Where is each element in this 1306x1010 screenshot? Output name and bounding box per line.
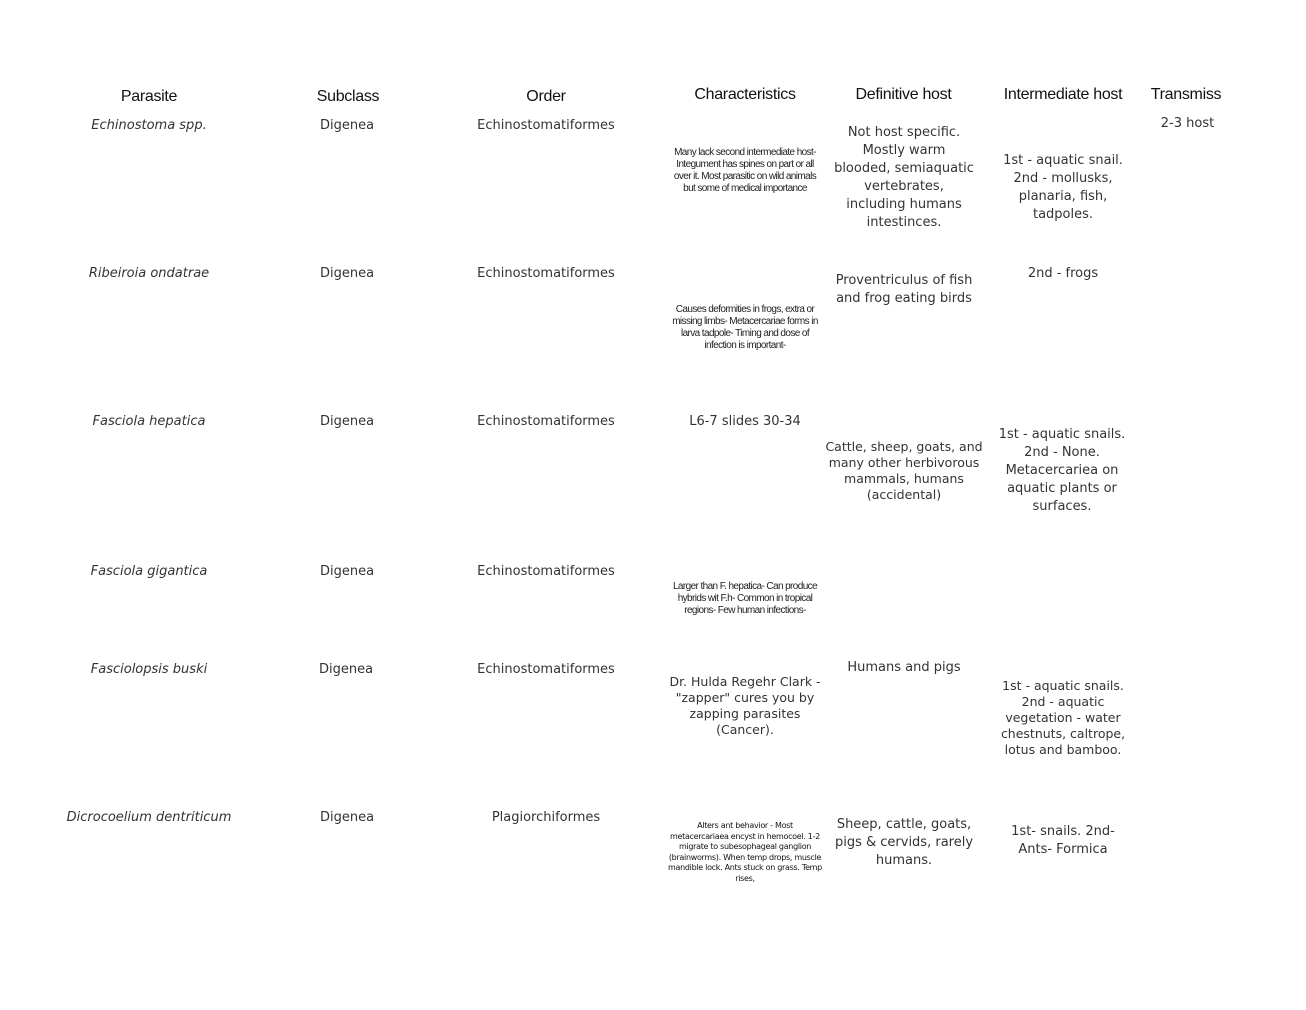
row2-definitive-host: Proventriculus of fish and frog eating birds — [835, 273, 973, 306]
row1-characteristics: Many lack second intermediate host- Integument has spines on part or all over it. Most parasitic on wild animals but some of medical importance — [673, 147, 817, 194]
row2-characteristics: Causes deformities in frogs, extra or missing limbs- Metacercariae forms in larva tadpole- Timing and dose of infection is important- — [672, 304, 818, 351]
row5-characteristics: Dr. Hulda Regehr Clark - "zapper" cures you by zapping parasites (Cancer). — [669, 674, 821, 737]
row2-intermediate-host: 2nd - frogs — [1027, 266, 1099, 281]
header-intermediate-host: Intermediate host — [1003, 86, 1123, 103]
row3-order: Echinostomatiformes — [477, 414, 615, 429]
row5-definitive-host: Humans and pigs — [847, 660, 961, 675]
row2-parasite: Ribeiroia ondatrae — [88, 266, 210, 281]
row4-subclass: Digenea — [319, 564, 375, 579]
row6-definitive-host: Sheep, cattle, goats, pigs & cervids, rarely humans. — [834, 817, 974, 868]
row5-parasite: Fasciolopsis buski — [90, 662, 208, 677]
row3-subclass: Digenea — [319, 414, 375, 429]
row3-definitive-host: Cattle, sheep, goats, and many other herbivorous mammals, humans (accidental) — [825, 439, 983, 502]
row1-subclass: Digenea — [319, 118, 375, 133]
row1-intermediate-host: 1st - aquatic snail. 2nd - mollusks, planaria, fish, tadpoles. — [1003, 153, 1123, 222]
row5-intermediate-host: 1st - aquatic snails. 2nd - aquatic vegetation - water chestnuts, caltrope, lotus and bamboo. — [1000, 678, 1126, 757]
row2-order: Echinostomatiformes — [477, 266, 615, 281]
row4-characteristics: Larger than F. hepatica- Can produce hybrids wit F.h- Common in tropical regions- Few human infections- — [672, 581, 818, 616]
row2-subclass: Digenea — [319, 266, 375, 281]
row3-parasite: Fasciola hepatica — [92, 414, 206, 429]
header-definitive-host: Definitive host — [855, 86, 952, 103]
row6-order: Plagiorchiformes — [491, 810, 601, 825]
row3-intermediate-host: 1st - aquatic snails. 2nd - None. Metacercariea on aquatic plants or surfaces. — [998, 427, 1126, 514]
row1-order: Echinostomatiformes — [477, 118, 615, 133]
header-order: Order — [526, 88, 566, 105]
header-characteristics: Characteristics — [694, 86, 796, 103]
row5-subclass: Digenea — [318, 662, 374, 677]
row4-parasite: Fasciola gigantica — [90, 564, 208, 579]
row6-subclass: Digenea — [319, 810, 375, 825]
row1-transmission: 2-3 host — [1160, 116, 1215, 131]
header-transmission: Transmiss — [1150, 86, 1222, 103]
row1-parasite: Echinostoma spp. — [91, 118, 207, 133]
row1-definitive-host: Not host specific. Mostly warm blooded, semiaquatic vertebrates, including humans intestinces. — [834, 125, 974, 230]
row4-order: Echinostomatiformes — [477, 564, 615, 579]
header-subclass: Subclass — [316, 88, 380, 105]
row6-characteristics: Alters ant behavior - Most metacercariaea encyst in hemocoel. 1-2 migrate to subesophageal ganglion (brainworms). When temp drops, muscle mandible lock. Ants stuck on grass. Temp rises, — [668, 821, 822, 883]
row6-intermediate-host: 1st- snails. 2nd- Ants- Formica — [1011, 824, 1115, 857]
row6-parasite: Dicrocoelium dentriticum — [66, 810, 232, 825]
header-parasite: Parasite — [120, 88, 178, 105]
row5-order: Echinostomatiformes — [477, 662, 615, 677]
row3-characteristics: L6-7 slides 30-34 — [689, 414, 801, 429]
